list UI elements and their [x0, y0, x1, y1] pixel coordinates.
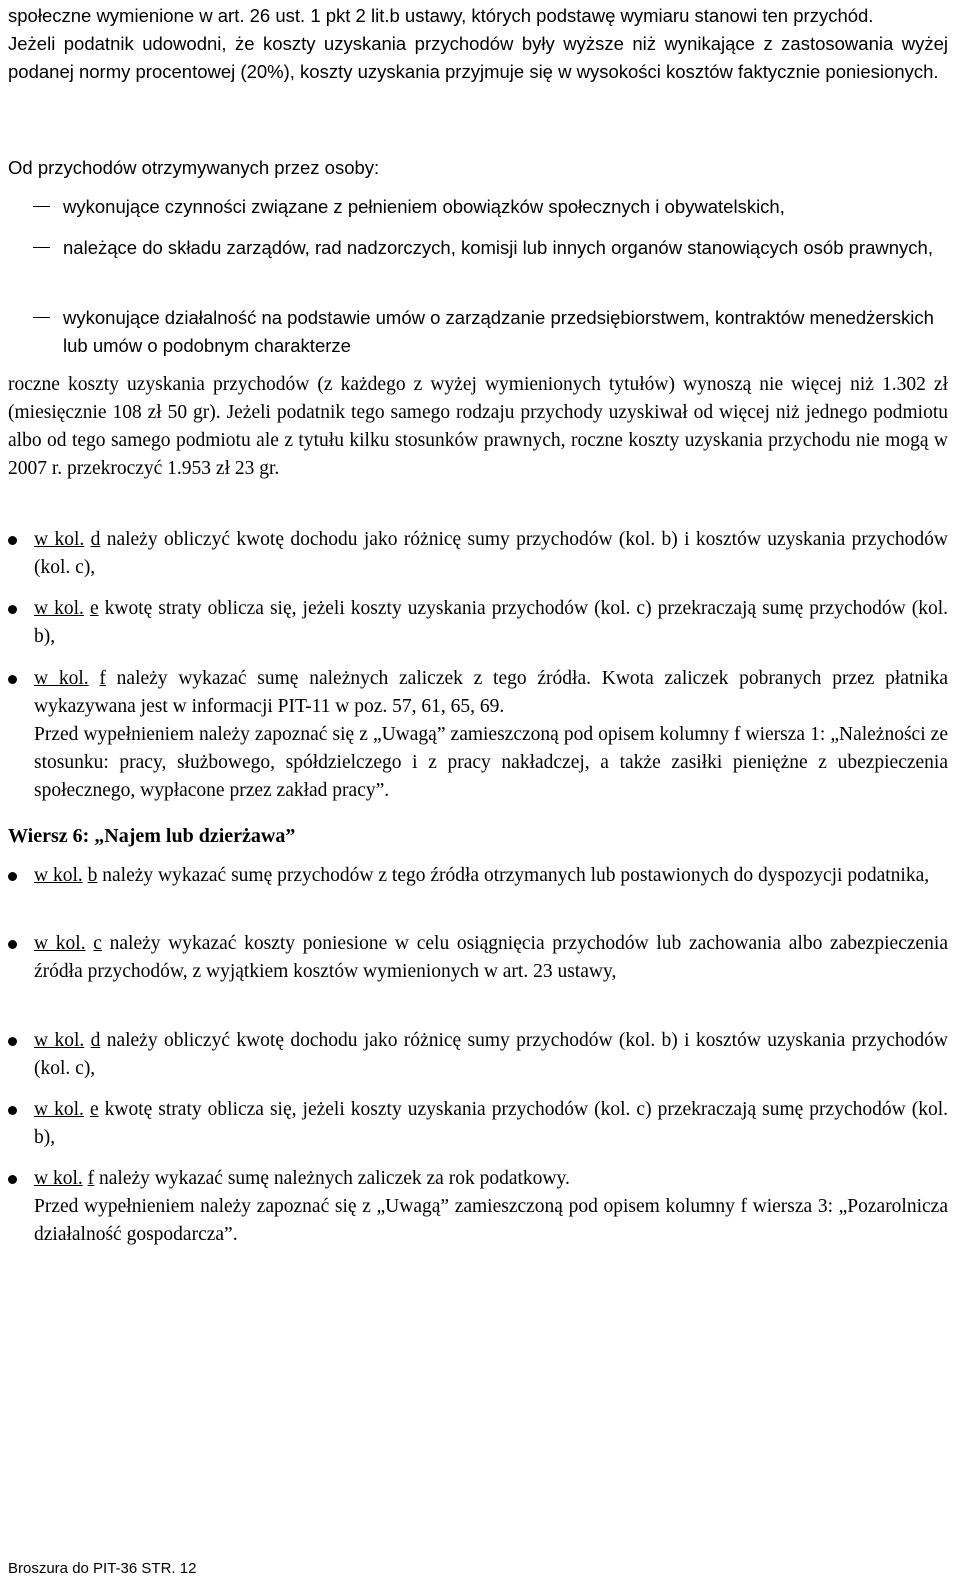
dash-list-item — [33, 193, 948, 221]
kol-label: w kol. — [34, 1099, 84, 1120]
dash-bullet-icon — [33, 317, 50, 318]
dash-list-item — [33, 304, 948, 360]
list-item — [8, 1027, 948, 1083]
persons-intro: Od przychodów otrzymywanych przez osoby: — [8, 157, 380, 178]
bullet-icon — [8, 1175, 17, 1184]
kol-label: w kol. — [34, 529, 85, 550]
kol-label: w kol. — [34, 1030, 85, 1051]
section5-note: Przed wypełnieniem należy zapoznać się z „Uwagą” zamieszczoną pod opisem kolumny f wiersza 1: „Należności ze stosunku: pracy, służbowego, spółdzielczego i z pracy nakładczej, a także zasiłki pieniężne z ubezpieczenia społecznego, wypłacone przez zakład pracy”. — [34, 724, 948, 801]
intro-line: społeczne wymienione w art. 26 ust. 1 pkt 2 lit.b ustawy, których podstawę wymiaru stanowi ten przychód. — [8, 5, 874, 26]
persons-summary: roczne koszty uzyskania przychodów (z każdego z wyżej wymienionych tytułów) wynoszą nie więcej niż 1.302 zł (miesięcznie 108 zł 50 gr). Jeżeli podatnik tego samego rodzaju przychody uzyskiwał od więcej niż jednego podmiotu albo od tego samego podmiotu ale z tytułu kilku stosunków prawnych, roczne koszty uzyskania przychodu nie mogą w 2007 r. przekroczyć 1.953 zł 23 gr. — [8, 374, 948, 479]
bullet-icon — [8, 675, 17, 684]
kol-label: w kol. — [34, 668, 89, 689]
kol-label: w kol. — [34, 1168, 83, 1189]
kol-label: w kol. — [34, 933, 86, 954]
dash-item-text: należące do składu zarządów, rad nadzorczych, komisji lub innych organów stanowiących osób prawnych, — [63, 237, 933, 258]
list-item — [8, 526, 948, 582]
item-text: należy obliczyć kwotę dochodu jako różnicę sumy przychodów (kol. b) i kosztów uzyskania przychodów (kol. c), — [34, 1030, 948, 1079]
bullet-icon — [8, 872, 17, 881]
item-text: kwotę straty oblicza się, jeżeli koszty uzyskania przychodów (kol. c) przekraczają sumę przychodów (kol. b), — [34, 1099, 949, 1148]
list-item — [8, 595, 948, 651]
item-text: należy obliczyć kwotę dochodu jako różnicę sumy przychodów (kol. b) i kosztów uzyskania przychodów (kol. c), — [34, 529, 948, 578]
page-footer: Broszura do PIT-36 STR. 12 — [8, 1560, 197, 1577]
dash-item-text: wykonujące działalność na podstawie umów o zarządzanie przedsiębiorstwem, kontraktów menedżerskich lub umów o podobnym charakterze — [63, 307, 934, 356]
item-text: należy wykazać koszty poniesione w celu osiągnięcia przychodów lub zachowania albo zabezpieczenia źródła przychodów, z wyjątkiem kosztów wymienionych w art. 23 ustawy, — [34, 933, 948, 982]
list-item — [8, 1165, 948, 1193]
kol-letter: d — [90, 529, 101, 550]
bullet-icon — [8, 1037, 17, 1046]
bullet-icon — [8, 940, 17, 949]
item-text: należy wykazać sumę należnych zaliczek za rok podatkowy. — [94, 1168, 570, 1189]
list-item — [8, 665, 948, 721]
kol-letter: f — [87, 1168, 95, 1189]
dash-item-text: wykonujące czynności związane z pełnieniem obowiązków społecznych i obywatelskich, — [63, 196, 785, 217]
dash-bullet-icon — [33, 247, 50, 248]
kol-label: w kol. — [34, 865, 83, 886]
bullet-icon — [8, 1106, 17, 1115]
section-heading: Wiersz 6: „Najem lub dzierżawa” — [8, 825, 296, 847]
bullet-icon — [8, 536, 17, 545]
kol-letter: e — [89, 598, 99, 619]
item-text: należy wykazać sumę należnych zaliczek z tego źródła. Kwota zaliczek pobranych przez płatnika wykazywana jest w informacji PIT-11 w poz. 57, 61, 65, 69. — [34, 668, 948, 717]
bullet-icon — [8, 605, 17, 614]
kol-letter: c — [93, 933, 102, 954]
section6-note: Przed wypełnieniem należy zapoznać się z „Uwagą” zamieszczoną pod opisem kolumny f wiersza 3: „Pozarolnicza działalność gospodarcza”. — [34, 1196, 948, 1245]
intro-paragraph: Jeżeli podatnik udowodni, że koszty uzyskania przychodów były wyższe niż wynikające z zastosowania wyżej podanej normy procentowej (20%), koszty uzyskania przyjmuje się w wysokości kosztów faktycznie poniesionych. — [8, 33, 948, 82]
kol-letter: f — [99, 668, 106, 689]
kol-letter: b — [87, 865, 98, 886]
kol-label: w kol. — [34, 598, 84, 619]
item-text: należy wykazać sumę przychodów z tego źródła otrzymanych lub postawionych do dyspozycji podatnika, — [97, 865, 930, 886]
kol-letter: d — [90, 1030, 101, 1051]
list-item — [8, 1096, 948, 1152]
list-item — [8, 862, 948, 890]
dash-list-item — [33, 234, 948, 262]
intro-block — [8, 2, 948, 86]
item-text: kwotę straty oblicza się, jeżeli koszty uzyskania przychodów (kol. c) przekraczają sumę przychodów (kol. b), — [34, 598, 949, 647]
dash-bullet-icon — [33, 206, 50, 207]
kol-letter: e — [89, 1099, 99, 1120]
list-item — [8, 930, 948, 986]
